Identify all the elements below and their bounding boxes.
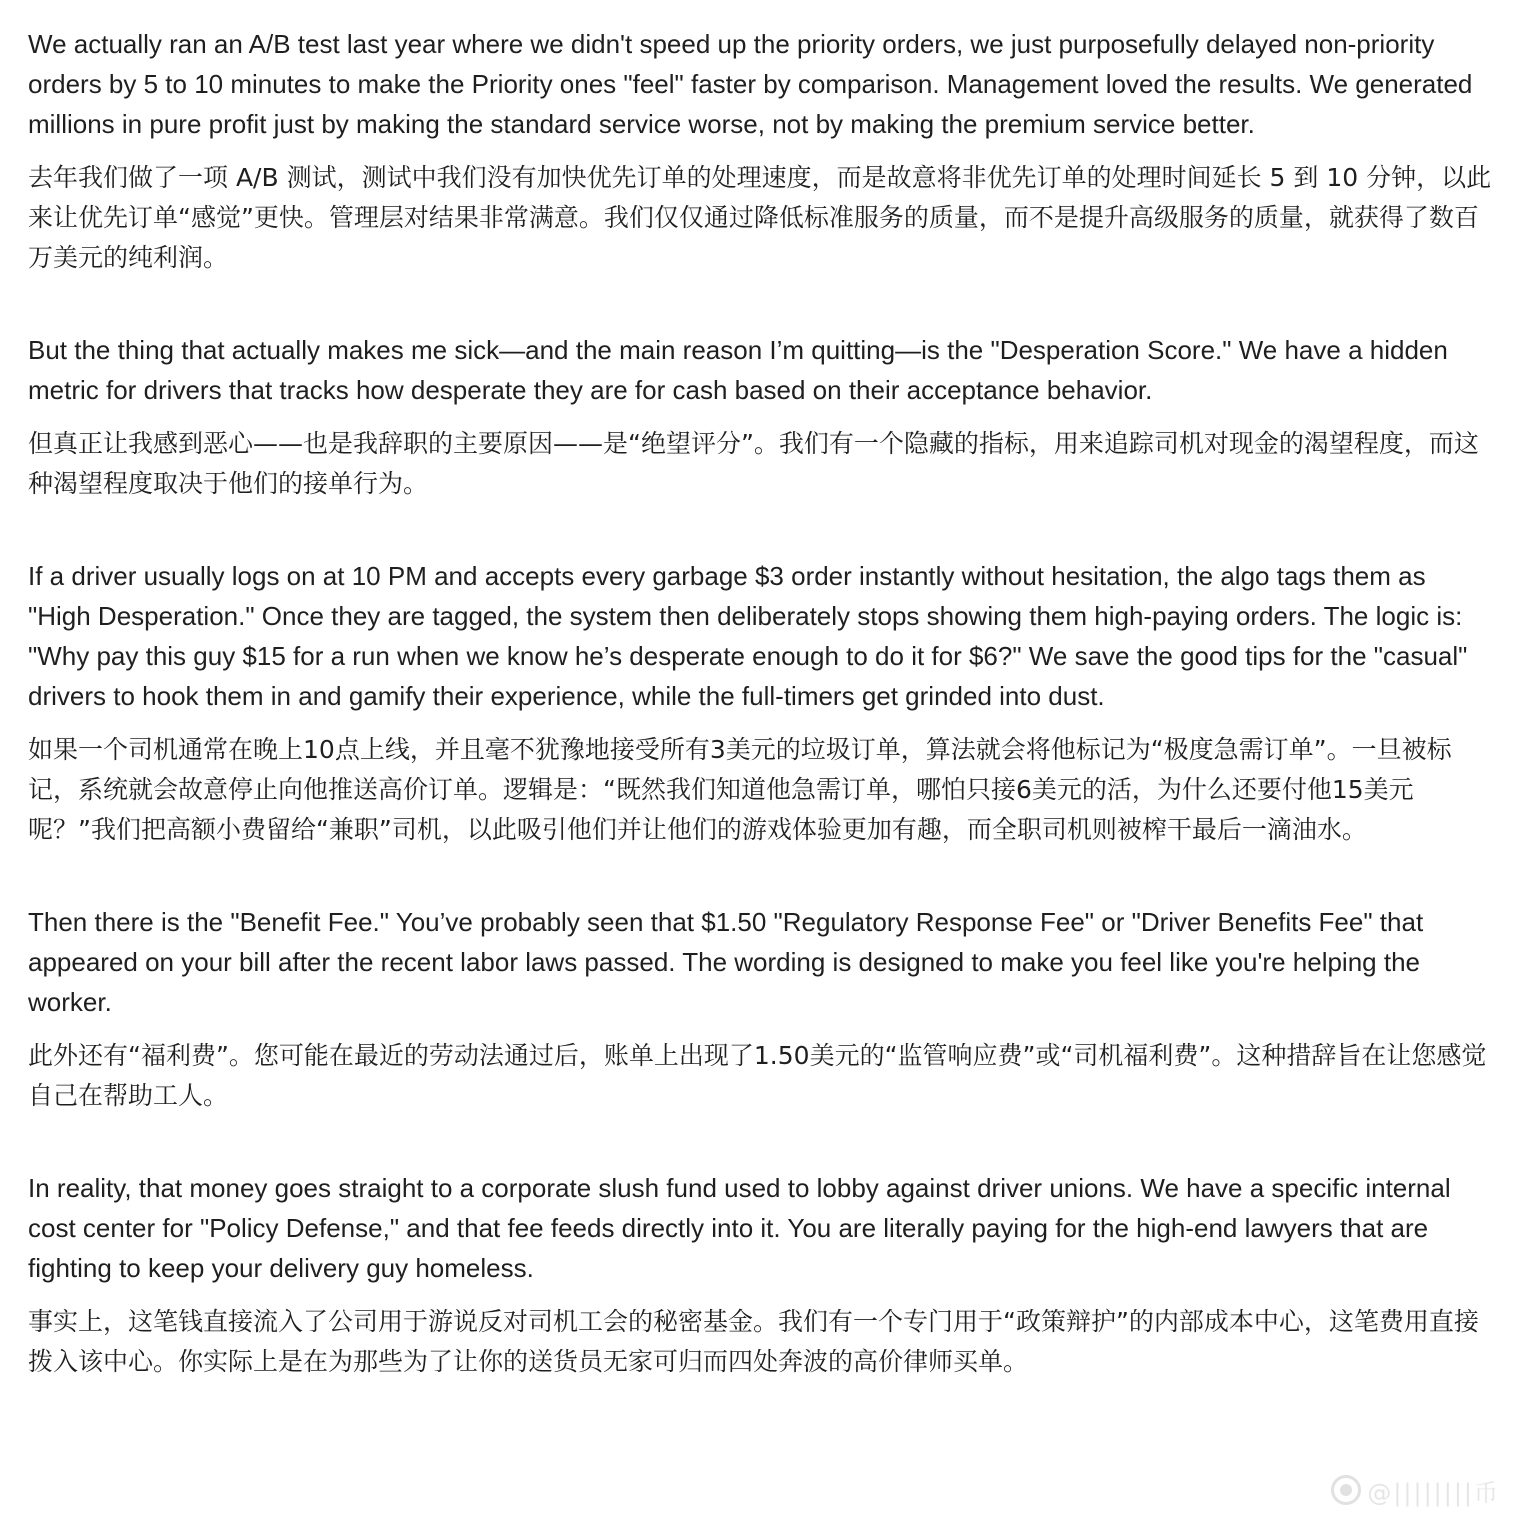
paragraph-chinese: 事实上，这笔钱直接流入了公司用于游说反对司机工会的秘密基金。我们有一个专门用于“政策辩护”的内部成本中心，这笔费用直接拨入该中心。你实际上是在为那些为了让你的送货员无家可归而四处奔波的高价律师买单。 [28,1307,1479,1376]
weibo-logo-icon [1331,1475,1361,1505]
paragraph-chinese: 去年我们做了一项 A/B 测试，测试中我们没有加快优先订单的处理速度，而是故意将非优先订单的处理时间延长 5 到 10 分钟，以此来让优先订单“感觉”更快。管理层对结果非常满意。我们仅仅通过降低标准服务的质量，而不是提升高级服务的质量，就获得了数百万美元的纯利润。 [28,163,1492,272]
watermark-text: @||||||||币 [1367,1478,1500,1507]
paragraph-chinese: 如果一个司机通常在晚上10点上线，并且毫不犹豫地接受所有3美元的垃圾订单，算法就会将他标记为“极度急需订单”。一旦被标记，系统就会故意停止向他推送高价订单。逻辑是：“既然我们知道他急需订单，哪怕只接6美元的活，为什么还要付他15美元呢？”我们把高额小费留给“兼职”司机，以此吸引他们并让他们的游戏体验更加有趣，而全职司机则被榨干最后一滴油水。 [28,735,1452,844]
paragraph-chinese: 但真正让我感到恶心——也是我辞职的主要原因——是“绝望评分”。我们有一个隐藏的指标，用来追踪司机对现金的渴望程度，而这种渴望程度取决于他们的接单行为。 [28,429,1479,498]
post-body [28,24,1494,1382]
paragraph-english: But the thing that actually makes me sick—and the main reason I’m quitting—is the "Desperation Score." We have a hidden metric for drivers that tracks how desperate they are for cash based on their acceptance behavior. [28,335,1448,405]
paragraph-english: We actually ran an A/B test last year where we didn't speed up the priority orders, we just purposefully delayed non-priority orders by 5 to 10 minutes to make the Priority ones "feel" faster by comparison. Management loved the results. We generated millions in pure profit just by making the standard service worse, not by making the premium service better. [28,29,1473,139]
paragraph-block-5 [28,1168,1494,1382]
paragraph-block-2 [28,330,1494,504]
paragraph-block-3 [28,556,1494,850]
paragraph-english: Then there is the "Benefit Fee." You’ve probably seen that $1.50 "Regulatory Response Fee" or "Driver Benefits Fee" that appeared on your bill after the recent labor laws passed. The wording is designed to make you feel like you're helping the worker. [28,907,1424,1017]
paragraph-block-4 [28,902,1494,1116]
paragraph-english: In reality, that money goes straight to a corporate slush fund used to lobby against driver unions. We have a specific internal cost center for "Policy Defense," and that fee feeds directly into it. You are literally paying for the high-end lawyers that are fighting to keep your delivery guy homeless. [28,1173,1451,1283]
paragraph-english: If a driver usually logs on at 10 PM and accepts every garbage $3 order instantly without hesitation, the algo tags them as "High Desperation." Once they are tagged, the system then deliberately stops showing them high-paying orders. The logic is: "Why pay this guy $15 for a run when we know he’s desperate enough to do it for $6?" We save the good tips for the "casual" drivers to hook them in and gamify their experience, while the full-timers get grinded into dust. [28,561,1468,711]
paragraph-block-1 [28,24,1494,278]
watermark [1270,1468,1500,1512]
paragraph-chinese: 此外还有“福利费”。您可能在最近的劳动法通过后，账单上出现了1.50美元的“监管响应费”或“司机福利费”。这种措辞旨在让您感觉自己在帮助工人。 [28,1041,1487,1110]
